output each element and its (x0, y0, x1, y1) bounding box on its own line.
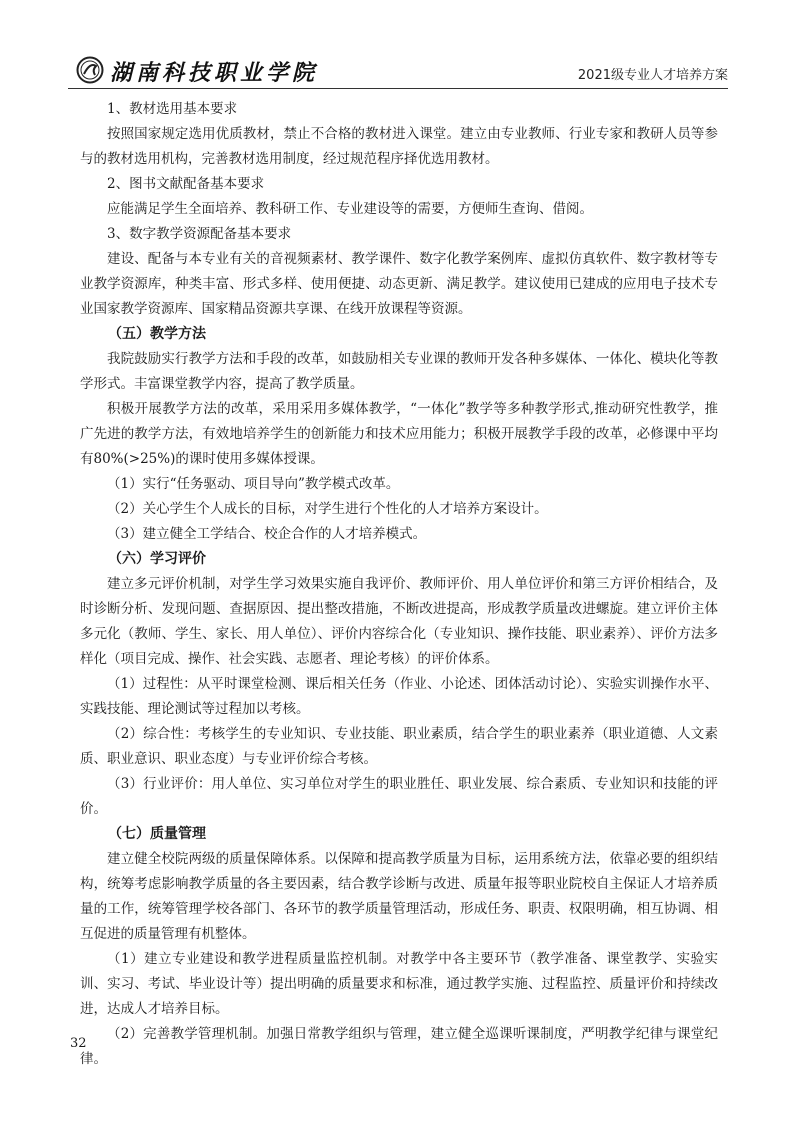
paragraph: 2、图书文献配备基本要求 (107, 176, 265, 192)
header-divider (68, 88, 728, 89)
paragraph: 1、教材选用基本要求 (107, 101, 238, 117)
paragraph: 建立多元评价机制，对学生学习效果实施自我评价、教师评价、用人单位评价和第三方评价相结合，及时诊断分析、发现问题、查据原因、提出整改措施，不断改进提高，形成教学质量改进螺旋。建立评价主体多元化（教师、学生、家长、用人单位）、评价内容综合化（专业知识、操作技能、职业素养）、评价方法多样化（项目完成、操作、社会实践、志愿者、理论考核）的评价体系。 (80, 576, 718, 667)
paragraph: （1）过程性：从平时课堂检测、课后相关任务（作业、小论述、团体活动讨论）、实验实训操作水平、实践技能、理论测试等过程加以考核。 (80, 676, 718, 717)
paragraph: （3）行业评价：用人单位、实习单位对学生的职业胜任、职业发展、综合素质、专业知识和技能的评价。 (80, 776, 718, 817)
page-number: 32 (70, 1036, 87, 1051)
section-heading: （六）学习评价 (108, 551, 206, 567)
section-heading: （五）教学方法 (108, 326, 206, 342)
paragraph: （2）关心学生个人成长的目标，对学生进行个性化的人才培养方案设计。 (107, 501, 548, 517)
paragraph: （1）实行“任务驱动、项目导向”教学模式改革。 (107, 476, 400, 492)
school-name-logo: 湖南科技职业学院 (110, 60, 319, 86)
school-emblem-icon (76, 56, 104, 84)
paragraph: （3）建立健全工学结合、校企合作的人才培养模式。 (107, 526, 427, 542)
paragraph: 建立健全校院两级的质量保障体系。以保障和提高教学质量为目标，运用系统方法，依靠必要的组织结构，统筹考虑影响教学质量的各主要因素，结合教学诊断与改进、质量年报等职业院校自主保证人才培养质量的工作，统筹管理学校各部门、各环节的教学质量管理活动，形成任务、职责、权限明确，相互协调、相互促进的质量管理有机整体。 (80, 851, 718, 942)
paragraph: 应能满足学生全面培养、教科研工作、专业建设等的需要，方便师生查询、借阅。 (107, 201, 593, 217)
paragraph: 3、数字教学资源配备基本要求 (107, 226, 292, 242)
paragraph: 我院鼓励实行教学方法和手段的改革，如鼓励相关专业课的教师开发各种多媒体、一体化、模块化等教学形式。丰富课堂教学内容，提高了教学质量。 (80, 351, 718, 392)
paragraph: 按照国家规定选用优质教材，禁止不合格的教材进入课堂。建立由专业教师、行业专家和教研人员等参与的教材选用机构，完善教材选用制度，经过规范程序择优选用教材。 (80, 126, 718, 167)
paragraph: （2）综合性：考核学生的专业知识、专业技能、职业素质，结合学生的职业素养（职业道德、人文素质、职业意识、职业态度）与专业评价综合考核。 (80, 726, 718, 767)
document-title: 2021级专业人才培养方案 (577, 68, 728, 83)
page-header (68, 50, 728, 90)
section-heading: （七）质量管理 (108, 826, 206, 842)
paragraph: 建设、配备与本专业有关的音视频素材、教学课件、数字化教学案例库、虚拟仿真软件、数字教材等专业教学资源库，种类丰富、形式多样、使用便捷、动态更新、满足教学。建议使用已建成的应用电子技术专业国家教学资源库、国家精品资源共享课、在线开放课程等资源。 (80, 251, 718, 317)
paragraph: （1）建立专业建设和教学进程质量监控机制。对教学中各主要环节（教学准备、课堂教学、实验实训、实习、考试、毕业设计等）提出明确的质量要求和标准，通过教学实施、过程监控、质量评价和持续改进，达成人才培养目标。 (80, 951, 718, 1017)
paragraph: 积极开展教学方法的改革，采用采用多媒体教学，“一体化”教学等多种教学形式,推动研究性教学，推广先进的教学方法，有效地培养学生的创新能力和技术应用能力；积极开展教学手段的改革，必修课中平均有80%(>25%)的课时使用多媒体授课。 (80, 401, 718, 467)
document-body (80, 97, 718, 1072)
paragraph: （2）完善教学管理机制。加强日常教学组织与管理，建立健全巡课听课制度，严明教学纪律与课堂纪律。 (80, 1026, 718, 1067)
